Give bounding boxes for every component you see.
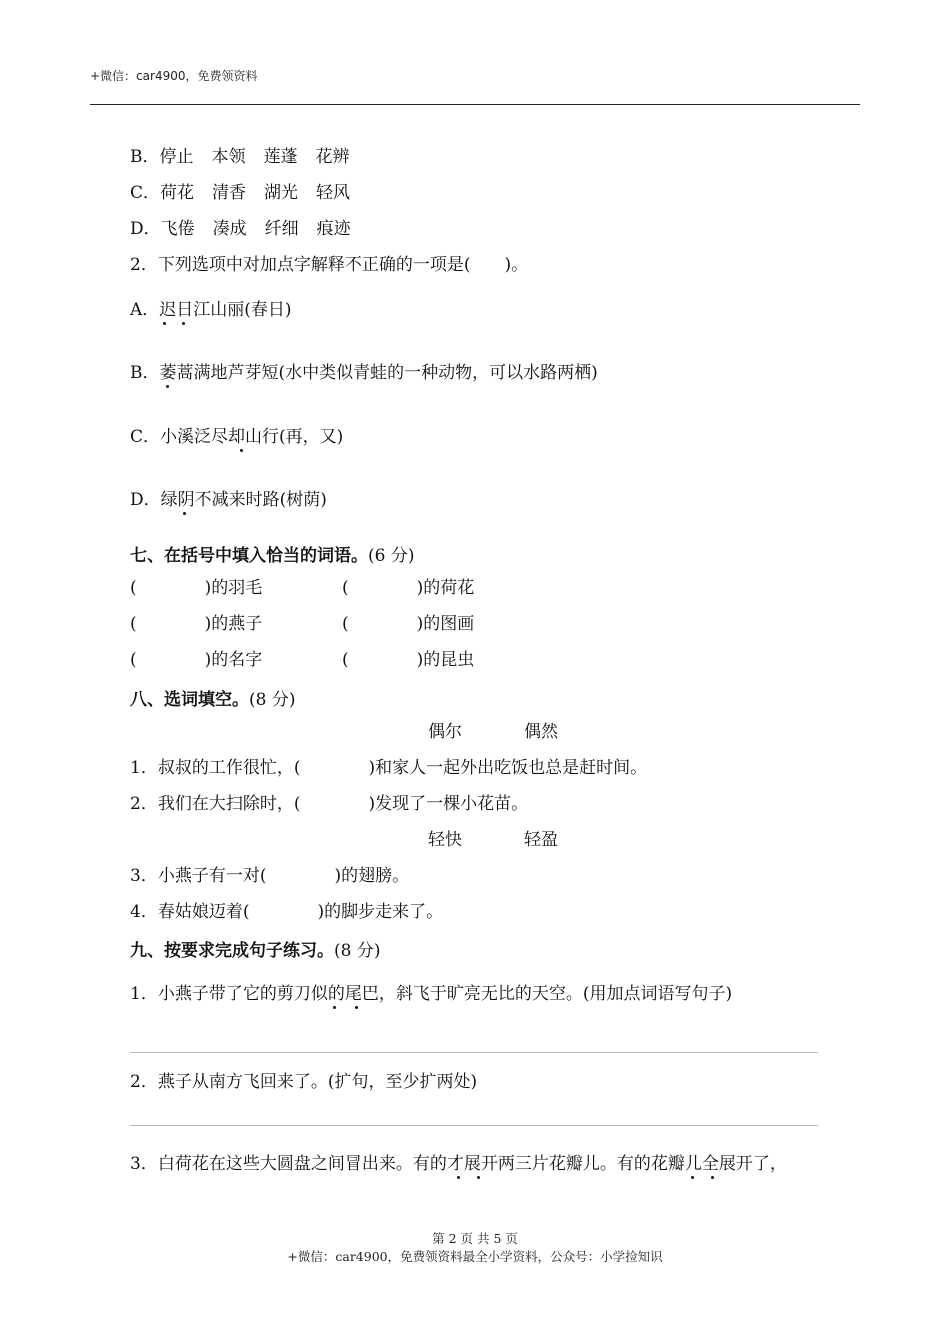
section-9-points: (8 分) — [334, 941, 381, 961]
question-2-option-a: A．迟日江山丽(春日) — [130, 300, 292, 320]
emphasis-dot — [182, 322, 185, 325]
option-d-word-1: D．飞倦 — [130, 219, 195, 239]
section-9-question-1: 1．小燕子带了它的剪刀似的尾巴，斜飞于旷亮无比的天空。(用加点词语写句子) — [130, 984, 733, 1004]
footer-note: +微信：car4900，免费领资料最全小学资料，公众号：小学捡知识 — [287, 1249, 663, 1264]
answer-line[interactable] — [130, 1052, 818, 1053]
emphasis-dot — [477, 1176, 480, 1179]
section-7-row-1-b: ( )的荷花 — [342, 578, 475, 598]
section-7-row-3-a: ( )的名字 — [130, 650, 263, 670]
header-rule — [90, 104, 860, 105]
section-8-question-3: 3．小燕子有一对( )的翅膀。 — [130, 866, 410, 886]
header-note: +微信：car4900，免费领资料 — [90, 69, 258, 83]
emphasis-dot — [711, 1176, 714, 1179]
question-2-option-c: C．小溪泛尽却山行(再，又) — [130, 427, 344, 447]
option-c-word-3: 湖光 — [264, 183, 299, 203]
section-7-title — [130, 541, 414, 566]
section-7-heading: 七、在括号中填入恰当的词语。 — [130, 546, 368, 566]
option-d-word-2: 凑成 — [212, 219, 247, 239]
word-choice-3: 轻快 — [428, 830, 462, 850]
page-number: 第 2 页 共 5 页 — [432, 1231, 518, 1246]
section-8-question-1: 1．叔叔的工作很忙，( )和家人一起外出吃饭也总是赶时间。 — [130, 758, 648, 778]
option-d-word-4: 痕迹 — [316, 219, 351, 239]
section-9-heading: 九、按要求完成句子练习。 — [130, 941, 334, 961]
section-9-title — [130, 936, 380, 961]
section-9-question-2: 2．燕子从南方飞回来了。(扩句，至少扩两处) — [130, 1072, 478, 1092]
word-choice-2: 偶然 — [524, 722, 558, 742]
section-8-question-4: 4．春姑娘迈着( )的脚步走来了。 — [130, 902, 444, 922]
option-d-row — [130, 218, 351, 240]
section-8-points: (8 分) — [249, 690, 296, 710]
option-b-word-4: 花辨 — [315, 147, 350, 167]
section-7-row-2-b: ( )的图画 — [342, 614, 475, 634]
option-c-row — [130, 182, 350, 204]
emphasis-dot — [183, 512, 186, 515]
question-2-option-d: D．绿阴不减来时路(树荫) — [130, 490, 327, 510]
section-8-heading: 八、选词填空。 — [130, 690, 249, 710]
section-9-question-3: 3．白荷花在这些大圆盘之间冒出来。有的才展开两三片花瓣儿。有的花瓣儿全展开了， — [130, 1154, 787, 1174]
option-b-word-2: 本领 — [211, 147, 246, 167]
emphasis-dot — [166, 385, 169, 388]
section-8-title — [130, 685, 295, 710]
section-7-row-2-a: ( )的燕子 — [130, 614, 263, 634]
option-b-row — [130, 146, 350, 168]
option-c-word-4: 轻风 — [316, 183, 351, 203]
answer-line[interactable] — [130, 1125, 818, 1126]
emphasis-dot — [163, 322, 166, 325]
option-c-word-1: C．荷花 — [130, 183, 195, 203]
section-7-row-1-a: ( )的羽毛 — [130, 578, 263, 598]
question-2-option-b: B．萎蒿满地芦芽短(水中类似青蛙的一种动物，可以水路两栖) — [130, 363, 598, 383]
emphasis-dot — [355, 1006, 358, 1009]
section-8-question-2: 2．我们在大扫除时，( )发现了一棵小花苗。 — [130, 794, 529, 814]
word-choice-1: 偶尔 — [428, 722, 462, 742]
option-b-word-1: B．停止 — [130, 147, 194, 167]
section-7-points: (6 分) — [368, 546, 415, 566]
option-b-word-3: 莲蓬 — [263, 147, 298, 167]
option-d-word-3: 纤细 — [264, 219, 299, 239]
option-c-word-2: 清香 — [212, 183, 247, 203]
section-7-row-3-b: ( )的昆虫 — [342, 650, 475, 670]
question-2: 2．下列选项中对加点字解释不正确的一项是( )。 — [130, 255, 529, 275]
emphasis-dot — [457, 1176, 460, 1179]
emphasis-dot — [691, 1176, 694, 1179]
emphasis-dot — [333, 1006, 336, 1009]
emphasis-dot — [240, 449, 243, 452]
word-choice-4: 轻盈 — [524, 830, 558, 850]
